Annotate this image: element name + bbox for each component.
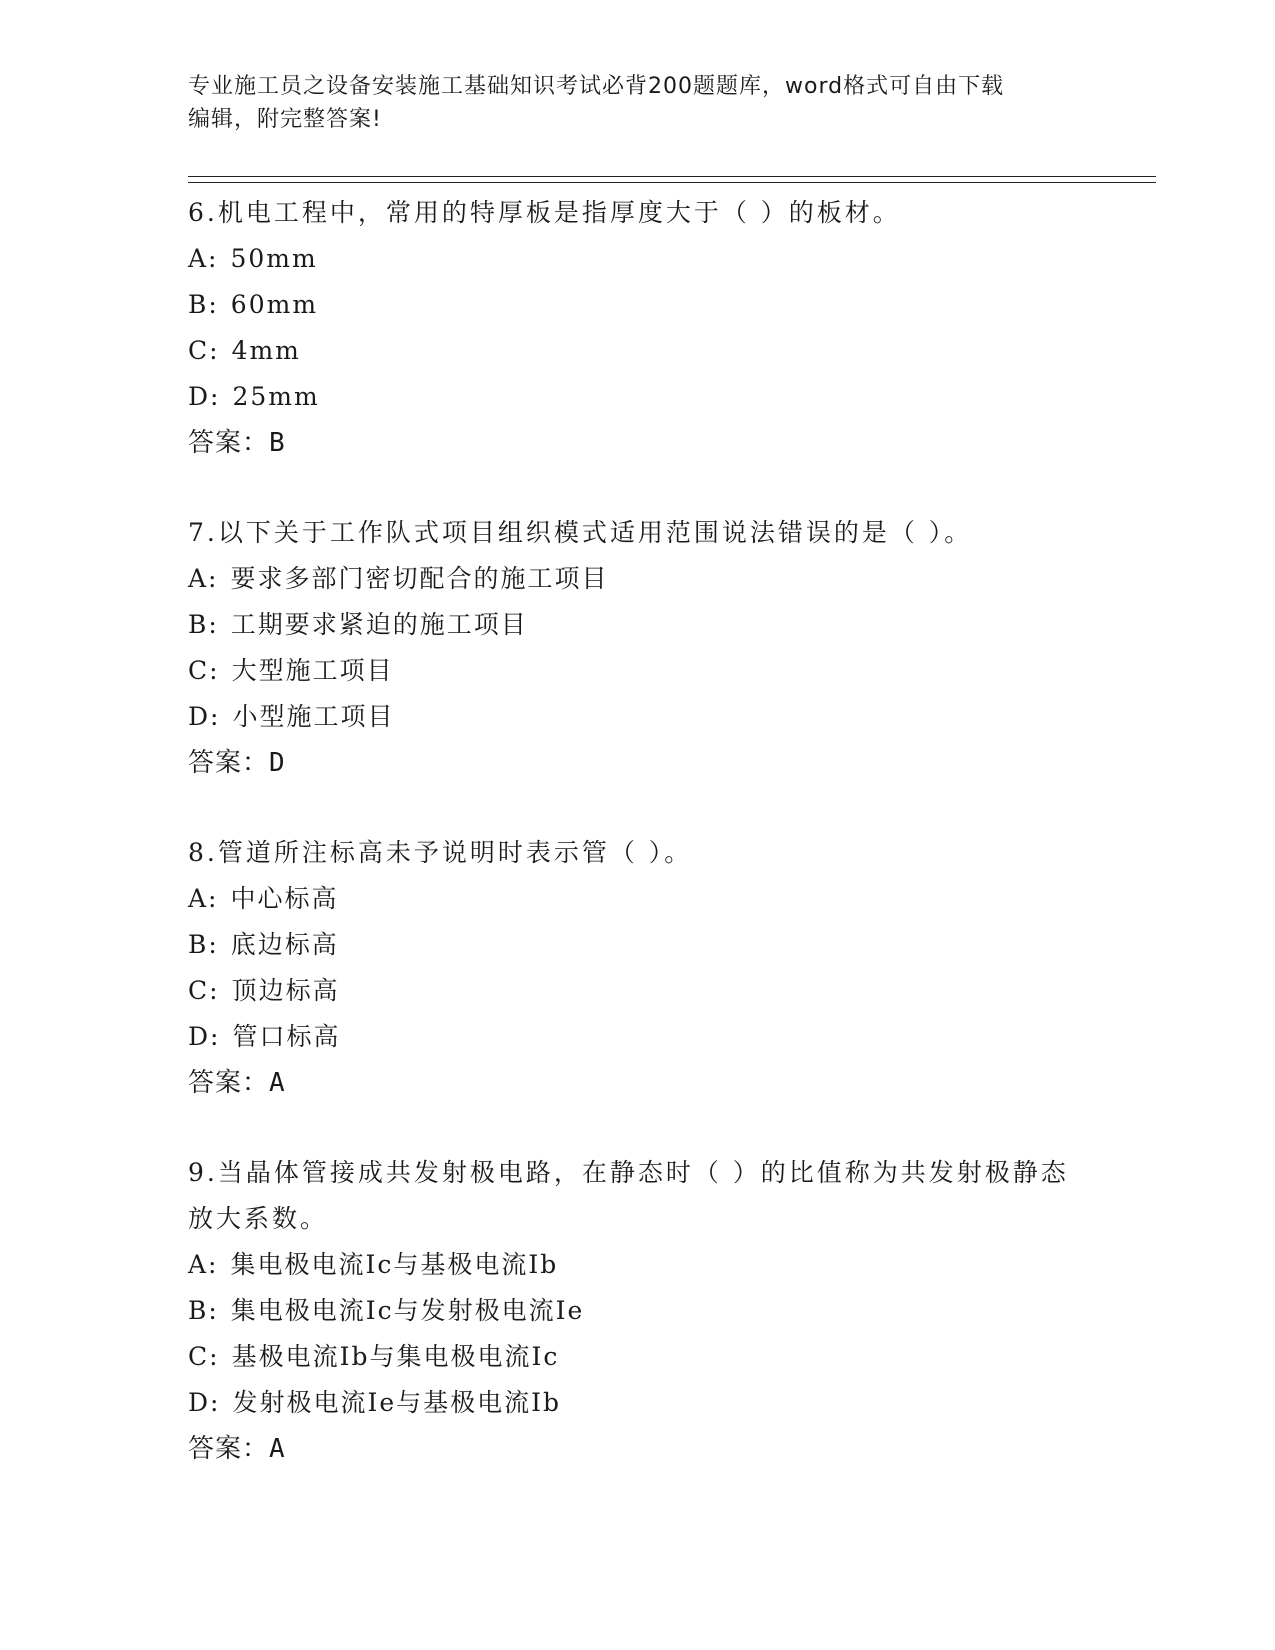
option-text: 集电极电流Ic与基极电流Ib	[230, 1250, 559, 1279]
option-text: 50mm	[230, 244, 318, 273]
header-title-line-2: 编辑，附完整答案!	[188, 107, 382, 132]
option-key: C:	[188, 1342, 220, 1371]
option-d	[188, 1380, 1088, 1426]
option-text: 基极电流Ib与集电极电流Ic	[231, 1342, 560, 1371]
option-d	[188, 694, 1088, 740]
option-a	[188, 556, 1088, 602]
option-d	[188, 374, 1088, 420]
option-c	[188, 328, 1088, 374]
header-divider-bottom	[188, 182, 1156, 183]
option-text: 工期要求紧迫的施工项目	[230, 610, 528, 639]
question-text: 7.以下关于工作队式项目组织模式适用范围说法错误的是（ ）。	[188, 518, 973, 547]
question-9	[188, 1150, 1088, 1472]
question-list	[188, 190, 1088, 1516]
option-key: C:	[188, 976, 220, 1005]
option-text: 60mm	[230, 290, 319, 319]
option-text: 发射极电流Ie与基极电流Ib	[232, 1388, 562, 1417]
option-key: D:	[188, 1022, 221, 1051]
option-text: 集电极电流Ic与发射极电流Ie	[230, 1296, 585, 1325]
option-a	[188, 236, 1088, 282]
answer-line: 答案：A	[188, 1068, 286, 1098]
option-text: 大型施工项目	[231, 656, 394, 685]
option-text: 顶边标高	[231, 976, 340, 1005]
question-7	[188, 510, 1088, 786]
question-text: 9.当晶体管接成共发射极电路，在静态时（ ）的比值称为共发射极静态放大系数。	[188, 1158, 1069, 1233]
answer-line: 答案：B	[188, 428, 286, 458]
document-header	[188, 70, 1088, 136]
option-text: 小型施工项目	[232, 702, 395, 731]
option-d	[188, 1014, 1088, 1060]
option-c	[188, 648, 1088, 694]
question-6	[188, 190, 1088, 466]
option-key: A:	[188, 1250, 219, 1279]
option-text: 25mm	[232, 382, 320, 411]
option-text: 底边标高	[230, 930, 339, 959]
option-b	[188, 282, 1088, 328]
option-key: B:	[188, 1296, 219, 1325]
option-text: 中心标高	[230, 884, 339, 913]
option-text: 要求多部门密切配合的施工项目	[230, 564, 609, 593]
option-c	[188, 1334, 1088, 1380]
option-key: D:	[188, 1388, 221, 1417]
option-key: C:	[188, 336, 220, 365]
option-c	[188, 968, 1088, 1014]
question-text: 8.管道所注标高未予说明时表示管（ ）。	[188, 838, 693, 867]
option-key: D:	[188, 382, 221, 411]
question-8	[188, 830, 1088, 1106]
header-title-line-1: 专业施工员之设备安装施工基础知识考试必背200题题库，word格式可自由下载	[188, 74, 1005, 99]
option-key: D:	[188, 702, 221, 731]
option-key: B:	[188, 290, 219, 319]
option-text: 管口标高	[232, 1022, 341, 1051]
option-key: C:	[188, 656, 220, 685]
option-key: A:	[188, 884, 219, 913]
answer-line: 答案：D	[188, 748, 286, 778]
header-divider-top	[188, 176, 1156, 177]
option-a	[188, 1242, 1088, 1288]
option-a	[188, 876, 1088, 922]
option-text: 4mm	[231, 336, 301, 365]
option-b	[188, 922, 1088, 968]
option-b	[188, 602, 1088, 648]
option-key: B:	[188, 610, 219, 639]
option-key: A:	[188, 564, 219, 593]
option-key: B:	[188, 930, 219, 959]
option-key: A:	[188, 244, 219, 273]
question-text: 6.机电工程中，常用的特厚板是指厚度大于（ ）的板材。	[188, 198, 901, 227]
option-b	[188, 1288, 1088, 1334]
answer-line: 答案：A	[188, 1434, 286, 1464]
